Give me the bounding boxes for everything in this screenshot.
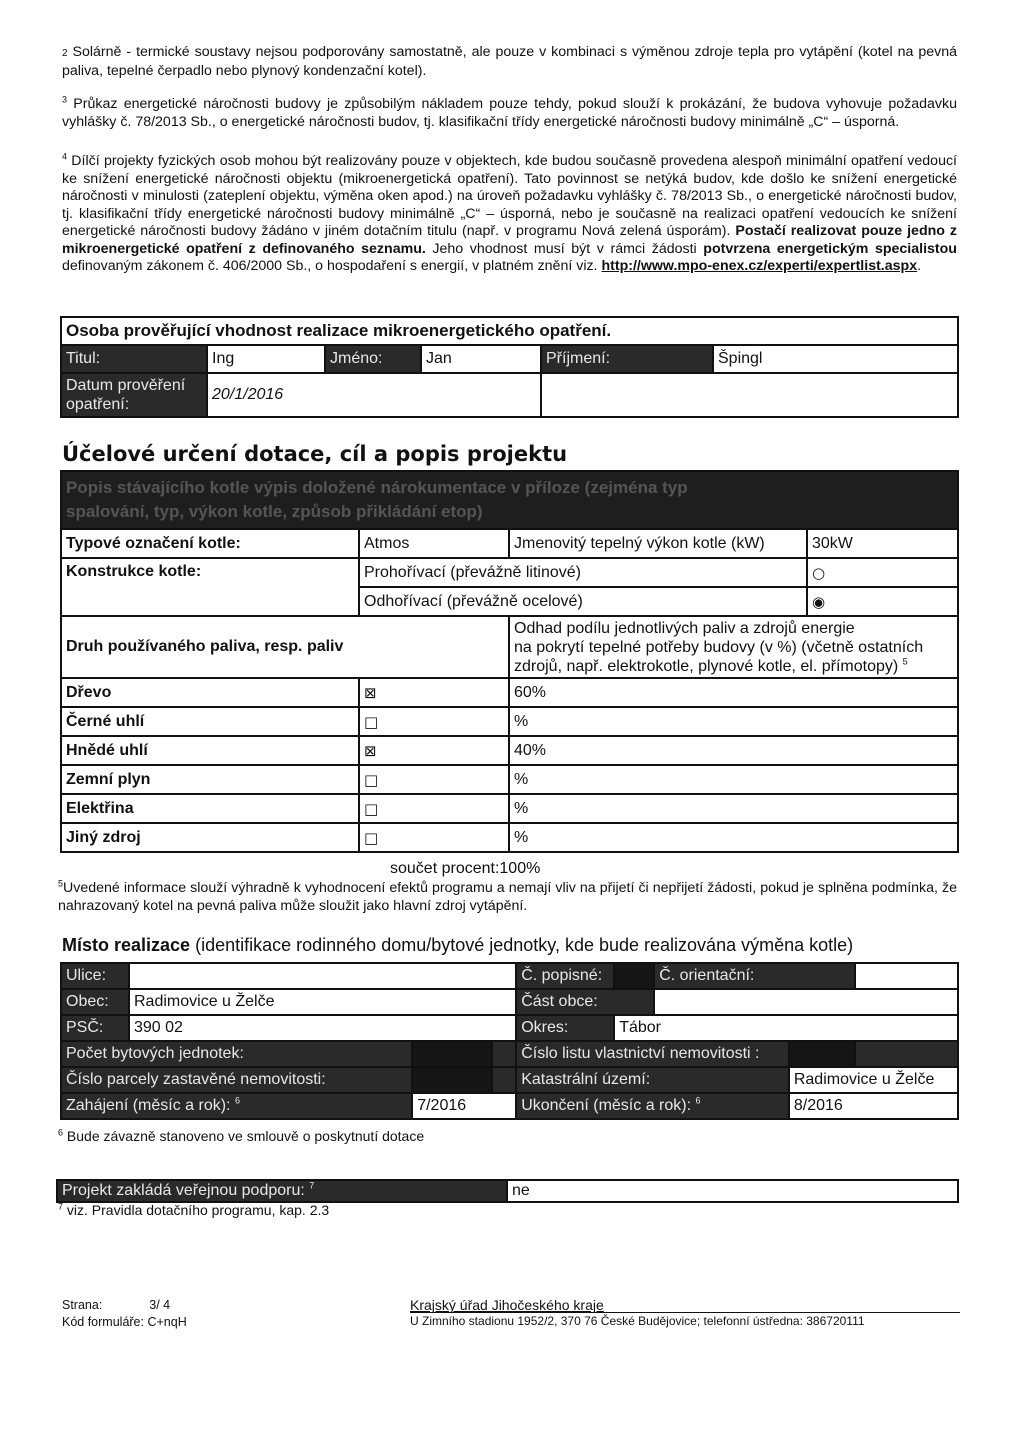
- end-label: [516, 1093, 789, 1119]
- footnote-6-text: Bude závazně stanoveno ve smlouvě o poskytnutí dotace: [66, 1128, 425, 1144]
- surname-value[interactable]: Špingl: [713, 345, 958, 373]
- estimate-line3: zdrojů, např. elektrokotle, plynové kotle, el. přímotopy): [514, 657, 899, 675]
- footnote-3: $^3$ Průkaz energetické náročnosti budovy je způsobilým nákladem pouze tehdy, pokud slouží k prokázání, že budova vyhovuje požadavku vyhlášky č. 78/2013 Sb., o energetické náročnosti budov, tj. klasifikační třídy energetické náročnosti budovy minimálně „C“ – úsporná.: [62, 94, 957, 130]
- construction-radio-2[interactable]: ◉: [807, 587, 958, 616]
- date-value[interactable]: 20/1/2016: [207, 373, 541, 417]
- verifier-table: [60, 316, 959, 418]
- zip-label: PSČ:: [61, 1015, 129, 1041]
- fuel-share-3[interactable]: %: [509, 765, 958, 794]
- street-label: Ulice:: [61, 963, 129, 989]
- boiler-type-value[interactable]: Atmos: [359, 529, 509, 558]
- boiler-table: [60, 470, 959, 853]
- units-redacted: [412, 1041, 492, 1067]
- location-table: [60, 962, 959, 1120]
- fuel-checkbox-3[interactable]: □: [359, 765, 509, 794]
- footnote-4-text-e: definovaným zákonem č. 406/2000 Sb., o hospodaření s energií, v platném znění viz.: [62, 258, 598, 274]
- footnote-2: 2 Solárně - termické soustavy nejsou podporovány samostatně, ale pouze v kombinaci s výměnou zdroje tepla pro vytápění (kotel na pevná paliva, tepelné čerpadlo nebo plynový kondenzační kotel).: [62, 44, 957, 79]
- purpose-heading: Účelové určení dotace, cíl a popis projektu: [62, 442, 568, 466]
- start-label-sup: 6: [234, 1095, 240, 1106]
- lv-spacer: [855, 1041, 958, 1067]
- surname-label: Příjmení:: [541, 345, 713, 373]
- footnote-3-text: Průkaz energetické náročnosti budovy je způsobilým nákladem pouze tehdy, pokud slouží k prokázání, že budova vyhovuje požadavku vyhlášky č. 78/2013 Sb., o energetické náročnosti budov, tj. klasifikační třídy energetické náročnosti budovy minimálně „C“ – úsporná.: [62, 96, 957, 130]
- form-code: [62, 1315, 187, 1329]
- fuel-checkbox-2[interactable]: ⊠: [359, 736, 509, 765]
- date-empty: [541, 373, 958, 417]
- fuel-checkbox-1[interactable]: □: [359, 707, 509, 736]
- fuel-checkbox-4[interactable]: □: [359, 794, 509, 823]
- parcel-spacer: [492, 1067, 516, 1093]
- start-label-text: Zahájení (měsíc a rok):: [66, 1097, 231, 1114]
- date-label-line2: opatření:: [66, 396, 130, 413]
- footnote-4: $^4$ Dílčí projekty fyzických osob mohou být realizovány pouze v objektech, kde budou současně provedena alespoň minimální opatření vedoucí ke snížení energetické náročnosti objektu (mikroenergetická opatření). Tato povinnost se netýká budov, kde došlo ke snížení energetické náročnosti v minulosti (zateplení objektu, výměna oken apod.) na úroveň požadavku vyhlášky č. 78/2013 Sb., o energetické náročnosti budov, tj. klasifikační třídy energetické náročnosti budovy minimálně „C“ – úsporná, nebo je současně na realizaci opatření vedoucích ke snížení energetické náročnosti budovy žádáno v jiném dotačním titulu (např. v programu Nová zelená úsporám). Postačí realizovat pouze jedno z mikroenergetické opatření z definovaného seznamu. Jeho vhodnost musí být v rámci žádosti potvrzena energetickým specialistou definovaným zákonem č. 406/2000 Sb., o hospodaření s energií, v platném znění viz. http://www.mpo-enex.cz/experti/expertlist.aspx.: [62, 151, 957, 274]
- town-value[interactable]: Radimovice u Želče: [129, 989, 516, 1015]
- title-label: Titul:: [61, 345, 207, 373]
- location-heading: [62, 935, 853, 956]
- units-spacer: [492, 1041, 516, 1067]
- lv-redacted: [789, 1041, 855, 1067]
- fuel-name-0: Dřevo: [61, 678, 359, 707]
- estimate-line2: na pokrytí tepelné potřeby budovy (v %) (včetně ostatních: [514, 638, 924, 656]
- parcel-redacted: [412, 1067, 492, 1093]
- estimate-sup: 5: [902, 656, 908, 667]
- location-heading-rest: (identifikace rodinného domu/bytové jednotky, kde bude realizována výměna kotle): [195, 935, 854, 955]
- footnote-5: [58, 880, 957, 915]
- page-label: Strana:: [62, 1298, 103, 1312]
- street-value[interactable]: [129, 963, 516, 989]
- office-name: Krajský úřad Jihočeského kraje: [410, 1297, 604, 1313]
- location-heading-bold: Místo realizace: [62, 935, 191, 955]
- estimate-header: [509, 616, 958, 678]
- fuel-share-1[interactable]: %: [509, 707, 958, 736]
- page-number: [62, 1298, 170, 1312]
- footnote-4-bold-specialist: potvrzena energetickým specialistou: [703, 240, 957, 257]
- end-label-text: Ukončení (měsíc a rok):: [521, 1097, 692, 1114]
- support-label: [57, 1180, 507, 1202]
- office-address: U Zimního stadionu 1952/2, 370 76 České Budějovice; telefonní ústředna: 386720111: [410, 1314, 865, 1328]
- fuel-share-0[interactable]: 60%: [509, 678, 958, 707]
- units-label: Počet bytových jednotek:: [61, 1041, 412, 1067]
- footnote-4-text: Dílčí projekty fyzických osob mohou být realizovány pouze v objektech, kde budou současně provedena alespoň minimální opatření vedoucí ke snížení energetické náročnosti objektu (mikroenergetická opatření). Tato povinnost se netýká budov, kde došlo ke snížení energetické náročnosti v minulosti (zateplení objektu, výměna oken apod.) na úroveň požadavku vyhlášky č. 78/2013 Sb., o energetické náročnosti budov, tj. klasifikační třídy energetické náročnosti budovy minimálně „C“ – úsporná, nebo je současně na realizaci opatření vedoucích ke snížení energetické náročnosti budovy žádáno v jiném dotačním titulu (např. v programu Nová zelená úsporám).: [62, 153, 957, 239]
- town-part-value[interactable]: [654, 989, 958, 1015]
- support-label-text: Projekt zakládá veřejnou podporu:: [62, 1182, 305, 1199]
- name-label: Jméno:: [325, 345, 421, 373]
- orientation-number-value[interactable]: [855, 963, 958, 989]
- footnote-6-num: 6: [58, 1127, 64, 1138]
- footnote-5-num: 5: [58, 878, 64, 889]
- title-value[interactable]: Ing: [207, 345, 325, 373]
- date-label-line1: Datum prověření: [66, 377, 186, 394]
- percent-sum: součet procent:100%: [390, 860, 541, 877]
- fuel-name-4: Elektřina: [61, 794, 359, 823]
- fuel-name-3: Zemní plyn: [61, 765, 359, 794]
- parcel-label: Číslo parcely zastavěné nemovitosti:: [61, 1067, 412, 1093]
- form-code-label: Kód formuláře:: [62, 1315, 144, 1329]
- footnote-2-text: Solárně - termické soustavy nejsou podporovány samostatně, ale pouze v kombinaci s výměnou zdroje tepla pro vytápění (kotel na pevná paliva, tepelné čerpadlo nebo plynový kondenzační kotel).: [62, 44, 957, 79]
- footnote-7-num: 7: [58, 1201, 64, 1212]
- fuel-share-2[interactable]: 40%: [509, 736, 958, 765]
- fuel-checkbox-0[interactable]: ⊠: [359, 678, 509, 707]
- zip-value[interactable]: 390 02: [129, 1015, 516, 1041]
- power-value[interactable]: 30kW: [807, 529, 958, 558]
- fuel-share-4[interactable]: %: [509, 794, 958, 823]
- fuel-checkbox-5[interactable]: □: [359, 823, 509, 852]
- form-code-value: C+nqH: [147, 1315, 187, 1329]
- footnote-7-text: viz. Pravidla dotačního programu, kap. 2.3: [66, 1202, 330, 1218]
- fuel-name-5: Jiný zdroj: [61, 823, 359, 852]
- cadastre-label: Katastrální území:: [516, 1067, 789, 1093]
- banner-line2: spalování, typ, výkon kotle, způsob přikládání etop): [66, 502, 483, 521]
- footnote-4-end: .: [917, 258, 922, 274]
- footnote-4-text-c: Jeho vhodnost musí být v rámci žádosti: [432, 240, 697, 257]
- support-label-sup: 7: [309, 1180, 315, 1191]
- construction-option-2: Odhořívací (převážně ocelové): [359, 587, 807, 616]
- house-number-redacted: [614, 963, 654, 989]
- verifier-heading: Osoba prověřující vhodnost realizace mikroenergetického opatření.: [61, 317, 958, 345]
- start-label: [61, 1093, 412, 1119]
- footnote-5-text: Uvedené informace slouží výhradně k vyhodnocení efektů programu a nemají vliv na přijetí či nepřijetí žádosti, pokud je splněna podmínka, že nahrazovaný kotel na pevná paliva může sloužit jako hlavní zdroj vytápění.: [58, 880, 957, 914]
- support-value[interactable]: ne: [507, 1180, 958, 1202]
- district-label: Okres:: [516, 1015, 614, 1041]
- banner-line1: Popis stávajícího kotle výpis doložené nárokumentace v příloze (zejména typ: [66, 478, 688, 497]
- end-label-sup: 6: [695, 1095, 701, 1106]
- fuel-share-5[interactable]: %: [509, 823, 958, 852]
- fuel-label: Druh používaného paliva, resp. paliv: [61, 616, 509, 678]
- town-part-label: Část obce:: [516, 989, 654, 1015]
- house-number-label: Č. popisné:: [516, 963, 614, 989]
- power-label: Jmenovitý tepelný výkon kotle (kW): [509, 529, 807, 558]
- fuel-name-2: Hnědé uhlí: [61, 736, 359, 765]
- boiler-description-banner: [61, 471, 958, 529]
- cadastre-value[interactable]: Radimovice u Želče: [789, 1067, 958, 1093]
- footnote-7: [58, 1202, 329, 1218]
- construction-radio-1[interactable]: ○: [807, 558, 958, 587]
- fuel-name-1: Černé uhlí: [61, 707, 359, 736]
- district-value[interactable]: Tábor: [614, 1015, 958, 1041]
- name-value[interactable]: Jan: [421, 345, 541, 373]
- end-value[interactable]: 8/2016: [789, 1093, 958, 1119]
- expert-list-link[interactable]: http://www.mpo-enex.cz/experti/expertlist.aspx: [601, 258, 918, 274]
- construction-label: Konstrukce kotle:: [61, 558, 359, 616]
- lv-label: Číslo listu vlastnictví nemovitosti :: [516, 1041, 789, 1067]
- town-label: Obec:: [61, 989, 129, 1015]
- support-table: [56, 1179, 959, 1203]
- date-label: [61, 373, 207, 417]
- footnote-4-bold: Postačí realizovat pouze jedno z mikroenergetické opatření z definovaného seznamu.: [62, 223, 957, 257]
- footnote-6: [58, 1128, 424, 1144]
- estimate-line1: Odhad podílu jednotlivých paliv a zdrojů energie: [514, 619, 855, 637]
- page-value: 3/ 4: [149, 1298, 171, 1312]
- construction-option-1: Prohořívací (převážně litinové): [359, 558, 807, 587]
- footer-rule: [410, 1312, 960, 1313]
- orientation-number-label: Č. orientační:: [654, 963, 855, 989]
- boiler-type-label: Typové označení kotle:: [61, 529, 359, 558]
- start-value[interactable]: 7/2016: [412, 1093, 516, 1119]
